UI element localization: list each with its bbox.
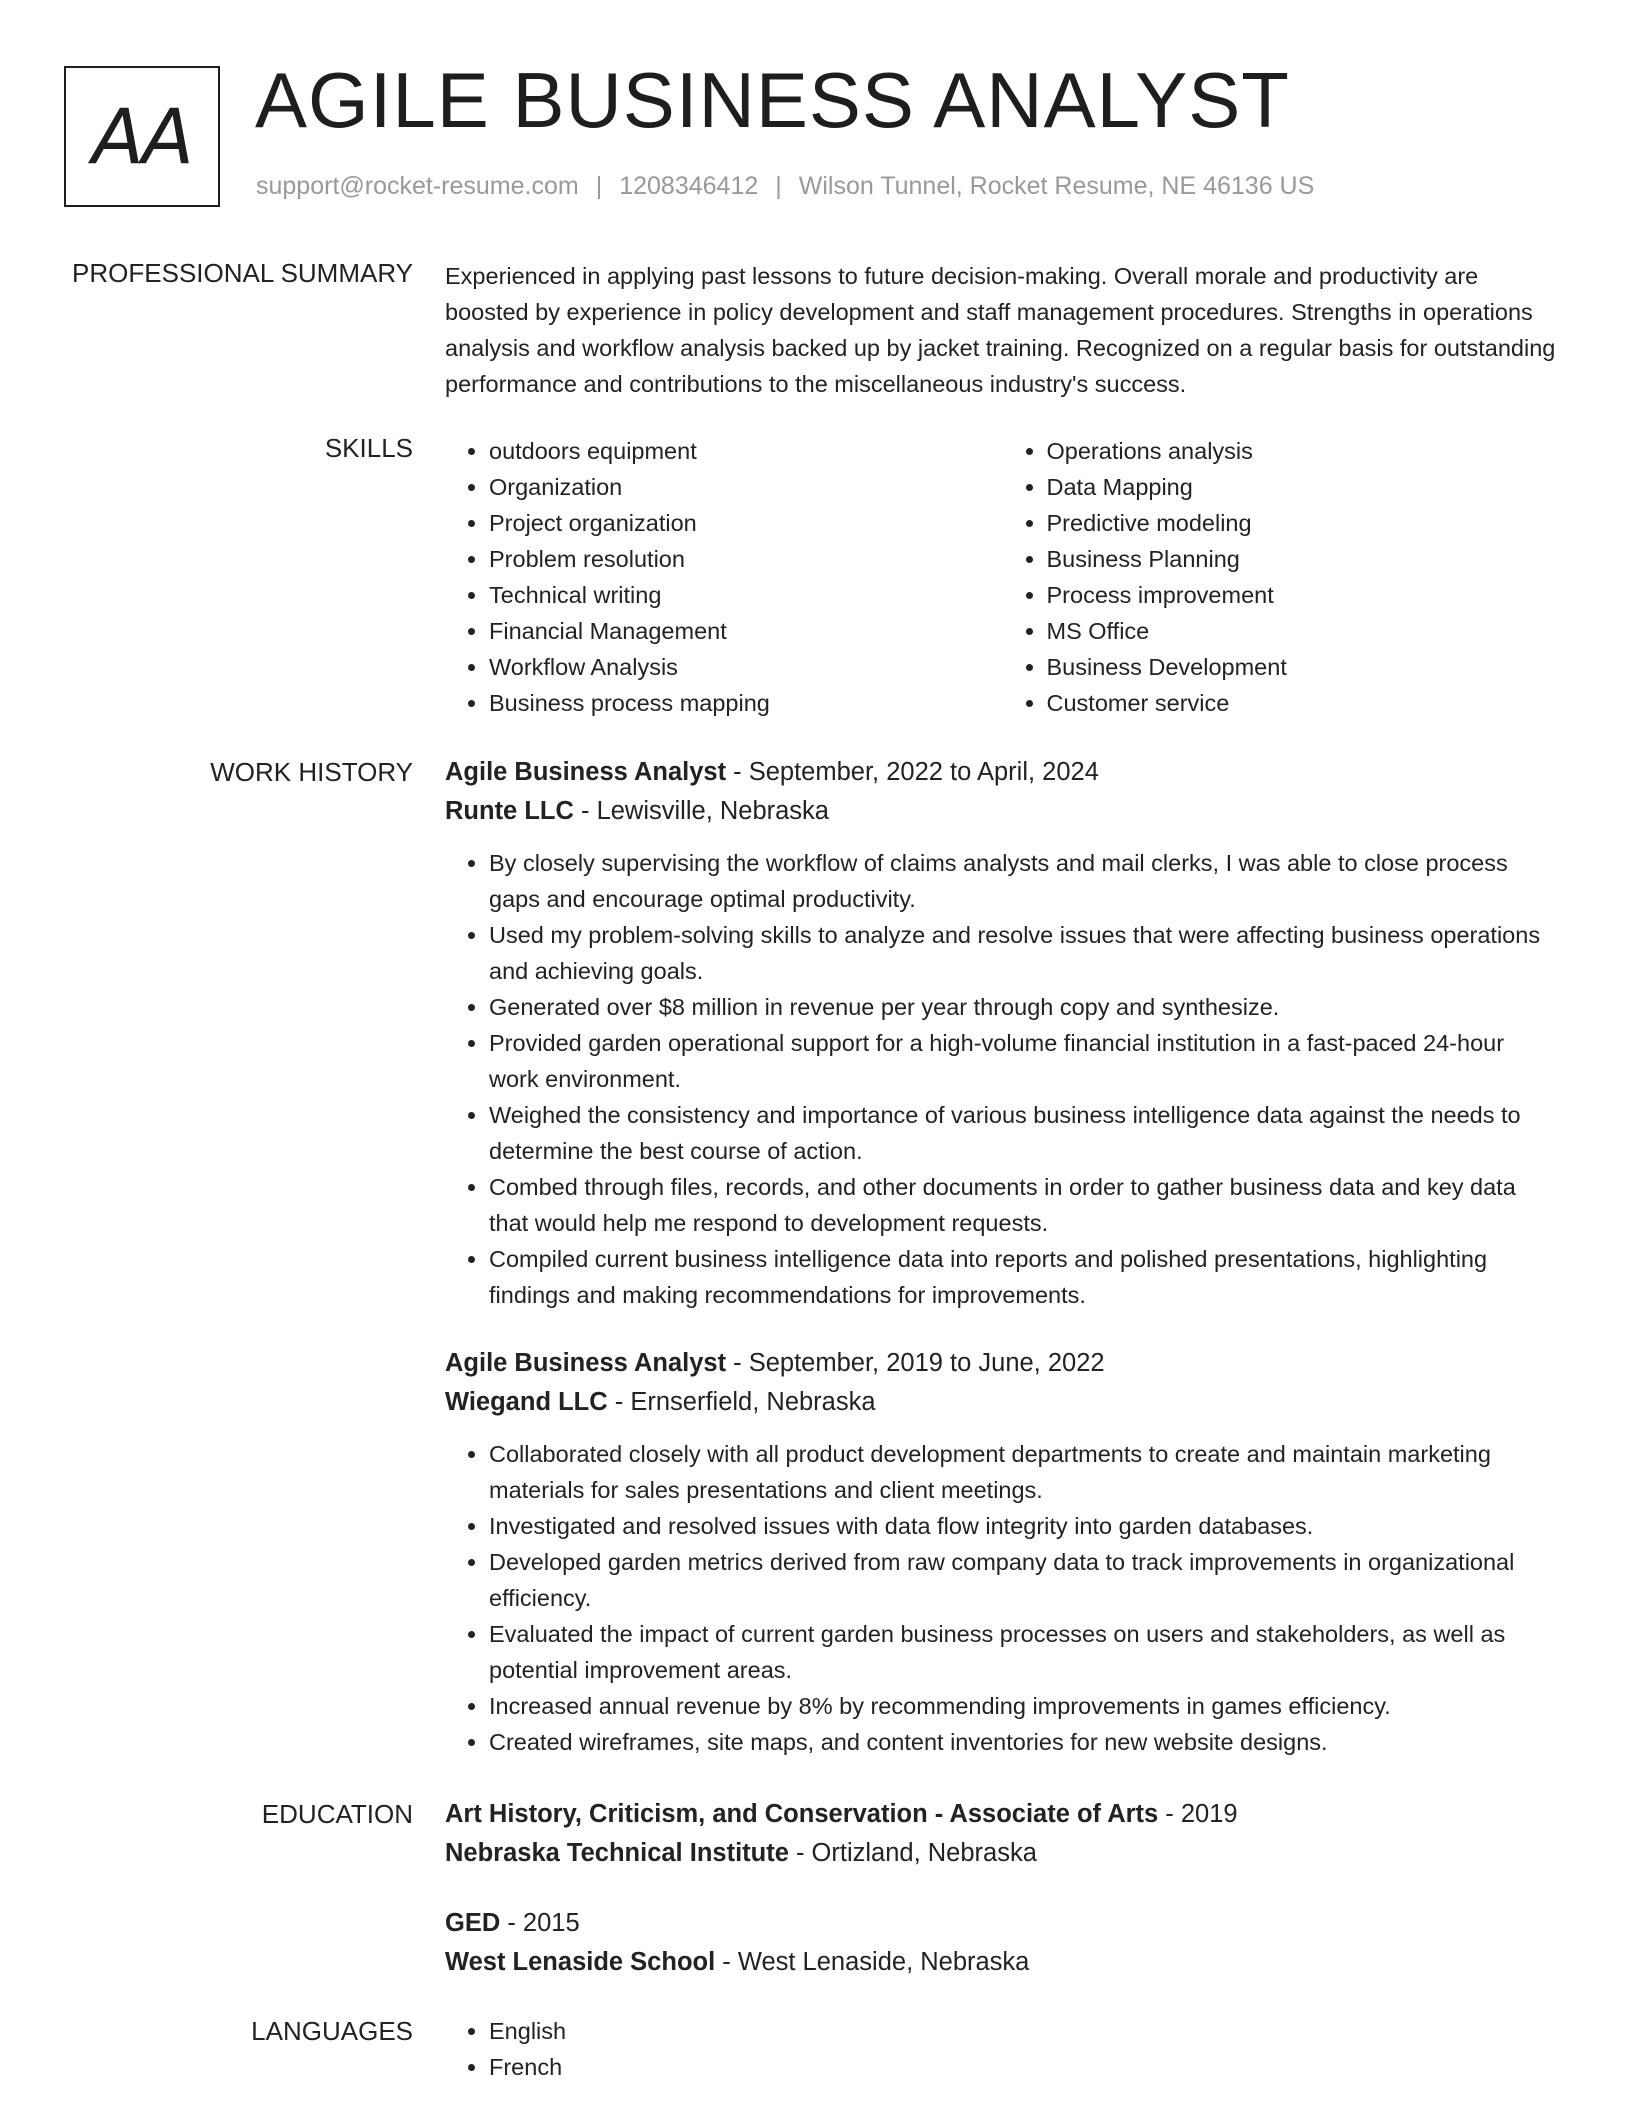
section-label-languages: LANGUAGES (251, 2016, 413, 2046)
education-school: West Lenaside School (445, 1948, 716, 1976)
summary-text: Experienced in applying past lessons to future decision-making. Overall morale and productivity are boosted by experience in policy development and staff management procedures. Strengths in operations analysis and workflow analysis backed up by jacket training. Recognized on a regular basis for outstanding performance and contributions to the miscellaneous industry's success. (445, 263, 1556, 397)
monogram: AA (64, 66, 220, 207)
skill-item: • Business process mapping (489, 685, 1003, 721)
education-location: - Ortizland, Nebraska (788, 1839, 1037, 1867)
skill-item: • Business Development (1047, 649, 1561, 685)
job-bullet: • Created wireframes, site maps, and content inventories for new website designs. (489, 1724, 1560, 1760)
education-degree-line (445, 1904, 1560, 1943)
job-bullet: • By closely supervising the workflow of claims analysts and mail clerks, I was able to close process gaps and encourage optimal productivity. (489, 845, 1560, 917)
education-year: - 2019 (1158, 1800, 1238, 1828)
resume-title: AGILE BUSINESS ANALYST (255, 56, 1290, 144)
education-entry (445, 1795, 1560, 1873)
skill-item: • Technical writing (489, 577, 1003, 613)
job-bullets (445, 1436, 1560, 1760)
job-company-line (445, 1383, 1560, 1422)
skills-column (1003, 433, 1561, 721)
languages-list (445, 2013, 1560, 2085)
job-entry (445, 1344, 1560, 1760)
job-bullet: • Compiled current business intelligence data into reports and polished presentations, highlighting findings and making recommendations for improvements. (489, 1241, 1560, 1313)
section-label-work: WORK HISTORY (210, 757, 413, 787)
education-school-line (445, 1834, 1560, 1873)
job-bullet: • Provided garden operational support for a high-volume financial institution in a fast-paced 24-hour work environment. (489, 1025, 1560, 1097)
job-bullet: • Combed through files, records, and other documents in order to gather business data and key data that would help me respond to development requests. (489, 1169, 1560, 1241)
education-school-line (445, 1943, 1560, 1982)
job-bullet: • Collaborated closely with all product development departments to create and maintain marketing materials for sales presentations and client meetings. (489, 1436, 1560, 1508)
job-company: Runte LLC (445, 797, 574, 825)
contact-phone[interactable]: 1208346412 (619, 172, 759, 200)
education-year: - 2015 (500, 1909, 580, 1937)
education-location: - West Lenaside, Nebraska (715, 1948, 1030, 1976)
skill-item: • Business Planning (1047, 541, 1561, 577)
job-bullet: • Generated over $8 million in revenue per year through copy and synthesize. (489, 989, 1560, 1025)
contact-separator: | (775, 172, 782, 200)
contact-line (256, 172, 1314, 201)
section-label-skills: SKILLS (324, 433, 413, 463)
job-bullet: • Weighed the consistency and importance of various business intelligence data against the needs to determine the best course of action. (489, 1097, 1560, 1169)
education-degree: Art History, Criticism, and Conservation - Associate of Arts (445, 1800, 1159, 1828)
skill-item: • Financial Management (489, 613, 1003, 649)
skill-item: • Project organization (489, 505, 1003, 541)
skill-item: • Organization (489, 469, 1003, 505)
contact-email[interactable]: support@rocket-resume.com (256, 172, 579, 200)
job-entry (445, 753, 1560, 1313)
skill-item: • MS Office (1047, 613, 1561, 649)
skill-item: • Operations analysis (1047, 433, 1561, 469)
section-label-summary: PROFESSIONAL SUMMARY (72, 258, 413, 288)
skill-item: • Predictive modeling (1047, 505, 1561, 541)
education-degree: GED (445, 1909, 501, 1937)
education-entry (445, 1904, 1560, 1982)
skills-column (445, 433, 1003, 721)
job-bullet: • Increased annual revenue by 8% by recommending improvements in games efficiency. (489, 1688, 1560, 1724)
contact-separator: | (595, 172, 603, 200)
skill-item: • Customer service (1047, 685, 1561, 721)
job-heading (445, 753, 1560, 792)
skills-list (445, 433, 1560, 721)
languages-bullets (445, 2013, 1560, 2085)
job-title: Agile Business Analyst (445, 758, 727, 786)
language-item: • English (489, 2013, 1560, 2049)
education-degree-line (445, 1795, 1560, 1834)
contact-address: Wilson Tunnel, Rocket Resume, NE 46136 US (798, 172, 1315, 200)
skill-item: • Workflow Analysis (489, 649, 1003, 685)
job-dates: - September, 2022 to April, 2024 (726, 758, 1099, 786)
section-label-education: EDUCATION (261, 1799, 413, 1829)
job-bullet: • Used my problem-solving skills to analyze and resolve issues that were affecting business operations and achieving goals. (489, 917, 1560, 989)
job-company: Wiegand LLC (445, 1388, 608, 1416)
job-bullet: • Investigated and resolved issues with data flow integrity into garden databases. (489, 1508, 1560, 1544)
job-dates: - September, 2019 to June, 2022 (726, 1349, 1105, 1377)
skill-item: • Process improvement (1047, 577, 1561, 613)
job-bullet: • Evaluated the impact of current garden business processes on users and stakeholders, as well as potential improvement areas. (489, 1616, 1560, 1688)
job-location: - Ernserfield, Nebraska (607, 1388, 876, 1416)
skill-item: • Data Mapping (1047, 469, 1561, 505)
education-school: Nebraska Technical Institute (445, 1839, 789, 1867)
skill-item: • Problem resolution (489, 541, 1003, 577)
job-company-line (445, 792, 1560, 831)
job-bullets (445, 845, 1560, 1313)
job-title: Agile Business Analyst (445, 1349, 727, 1377)
job-location: - Lewisville, Nebraska (573, 797, 829, 825)
language-item: • French (489, 2049, 1560, 2085)
job-heading (445, 1344, 1560, 1383)
job-bullet: • Developed garden metrics derived from raw company data to track improvements in organizational efficiency. (489, 1544, 1560, 1616)
skill-item: • outdoors equipment (489, 433, 1003, 469)
